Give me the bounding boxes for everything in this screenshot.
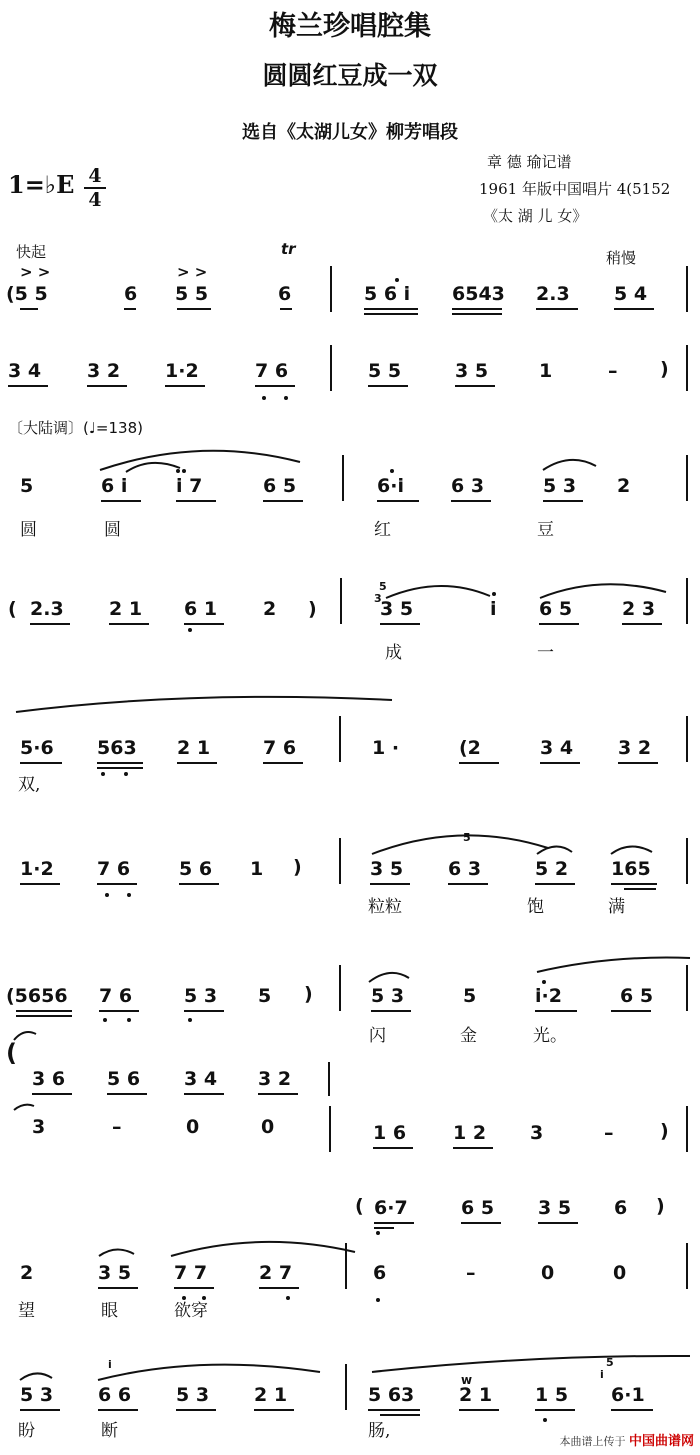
lyric: 成 [385, 643, 402, 663]
note-group: 5·6 [20, 737, 54, 759]
note-group: 1 2 [453, 1122, 487, 1144]
note-group: 6·i [377, 475, 404, 497]
note-group: (2 [459, 737, 481, 759]
note-group: 6 [373, 1262, 387, 1284]
note-group: 6 1 [184, 598, 218, 620]
lyric: 一 [537, 643, 554, 663]
note-group: 3 4 [8, 360, 42, 382]
note-group: i·2 [535, 985, 562, 1007]
note-group: 6 5 [620, 985, 654, 1007]
note-group: 6 3 [451, 475, 485, 497]
note-group: 3 2 [258, 1068, 292, 1090]
note-group: 1·2 [165, 360, 199, 382]
credit-opera: 《太 湖 儿 女》 [483, 207, 588, 225]
note-group: 5 5 [368, 360, 402, 382]
note-group: ) [304, 983, 313, 1005]
note-group: ) [308, 598, 317, 620]
note-group: 6 5 [539, 598, 573, 620]
lyric: 饱 [527, 897, 544, 917]
footer-prefix: 本曲谱上传于 [559, 1435, 626, 1448]
note-group: 0 [613, 1262, 627, 1284]
grace-note: i [108, 1358, 112, 1371]
footer-source [559, 1430, 694, 1449]
note-group: 0 [186, 1116, 200, 1138]
note-group: 2 1 [459, 1384, 493, 1406]
lyric: 盼 [18, 1421, 35, 1441]
note-group: 6 5 [461, 1197, 495, 1219]
note-group: 5 3 [176, 1384, 210, 1406]
note-group: ) [660, 358, 669, 380]
lyric: 眼 [101, 1301, 118, 1321]
credit-transcriber: 章 德 瑜记谱 [487, 153, 572, 171]
note-group: 3 2 [618, 737, 652, 759]
note-group: 3 4 [184, 1068, 218, 1090]
note-group: ( [8, 598, 17, 620]
subtitle: 选自《太湖儿女》柳芳唱段 [242, 122, 458, 143]
lyric: 断 [101, 1421, 118, 1441]
lyric: 金 [460, 1026, 477, 1046]
note-group: 1 5 [535, 1384, 569, 1406]
note-group: 5 6 [107, 1068, 141, 1090]
note-group: 5 63 [368, 1384, 415, 1406]
note-group: 2 [263, 598, 277, 620]
lyric: 望 [18, 1301, 35, 1321]
note-group: 3 5 [98, 1262, 132, 1284]
note-group: 2 1 [254, 1384, 288, 1406]
note-group: 5 [20, 475, 34, 497]
note-group: 6 i [101, 475, 128, 497]
note-group: i 7 [176, 475, 203, 497]
note-group: 3 5 [538, 1197, 572, 1219]
tempo-mark: 〔大陆调〕(♩=138) [8, 419, 143, 437]
note-group: 6 [124, 283, 138, 305]
note-group: 5 4 [614, 283, 648, 305]
note-group: 7 6 [99, 985, 133, 1007]
note-group: 1 [539, 360, 553, 382]
note-group: 6 [614, 1197, 628, 1219]
note-group: 2 3 [622, 598, 656, 620]
lyric: 欲穿 [174, 1301, 208, 1321]
note-group: 3 5 [380, 598, 414, 620]
note-group: 6 5 [263, 475, 297, 497]
note-group: 2.3 [536, 283, 570, 305]
note-group: 2 1 [177, 737, 211, 759]
note-group: 7 6 [97, 858, 131, 880]
note-group: 3 5 [455, 360, 489, 382]
note-group: 2.3 [30, 598, 64, 620]
note-group: 6 [278, 283, 292, 305]
note-group: 1 6 [373, 1122, 407, 1144]
note-group: 3 [32, 1116, 46, 1138]
note-group: 6 3 [448, 858, 482, 880]
footer-site[interactable]: 中国曲谱网 [628, 1434, 694, 1449]
note-group: 2 [617, 475, 631, 497]
note-group: 6·7 [374, 1197, 408, 1219]
grace-note: 5 [606, 1356, 614, 1369]
slow-down-mark: 稍慢 [606, 249, 637, 267]
note-group: 2 1 [109, 598, 143, 620]
note-group: 1 · [372, 737, 400, 759]
note-group: 5 [258, 985, 272, 1007]
grace-note: 3 [374, 592, 382, 605]
note-group: 3 5 [370, 858, 404, 880]
note-group: 6 6 [98, 1384, 132, 1406]
lyric: 双, [18, 775, 41, 795]
grace-note: i [600, 1368, 604, 1381]
note-group: 1 [250, 858, 264, 880]
accent-mark: > > [20, 263, 51, 281]
note-group: 5 6 i [364, 283, 411, 305]
credit-record: 1961 年版中国唱片 4(5152 [479, 180, 671, 198]
note-group: 3 6 [32, 1068, 66, 1090]
note-group: 5 5 [175, 283, 209, 305]
lyric: 红 [374, 520, 391, 540]
lyric: 粒粒 [368, 897, 402, 917]
mordent-mark: w [461, 1373, 473, 1387]
note-group: 3 2 [87, 360, 121, 382]
note-group: 3 4 [540, 737, 574, 759]
note-group: (5656 [6, 985, 68, 1007]
note-group: 5 [463, 985, 477, 1007]
note-group: 2 7 [259, 1262, 293, 1284]
time-numerator: 4 [88, 165, 102, 187]
key-signature: 1=♭E [8, 170, 75, 199]
time-denominator: 4 [88, 189, 102, 211]
lyric: 豆 [537, 520, 554, 540]
lyric: 满 [608, 897, 625, 917]
note-group: – [604, 1122, 614, 1144]
note-group: – [608, 360, 618, 382]
note-group: ( [355, 1195, 364, 1217]
note-group: 6543 [452, 283, 505, 305]
note-group: – [466, 1262, 476, 1284]
grace-note: 5 [463, 831, 471, 844]
note-group: 5 6 [179, 858, 213, 880]
note-group: 165 [611, 858, 651, 880]
note-group: ( [6, 1039, 17, 1067]
lyric: 闪 [369, 1026, 386, 1046]
note-group: i [490, 598, 497, 620]
note-group: 5 2 [535, 858, 569, 880]
note-group: 1·2 [20, 858, 54, 880]
note-group: 7 7 [174, 1262, 208, 1284]
note-group: 5 3 [184, 985, 218, 1007]
note-group: 5 3 [20, 1384, 54, 1406]
note-group: 5 3 [543, 475, 577, 497]
note-group: 2 [20, 1262, 34, 1284]
lyric: 肠, [368, 1421, 391, 1441]
note-group: 5 3 [371, 985, 405, 1007]
note-group: 7 6 [263, 737, 297, 759]
collection-title: 梅兰珍唱腔集 [269, 11, 431, 42]
note-group: 0 [541, 1262, 555, 1284]
lyric: 光。 [533, 1026, 567, 1046]
trill-mark: tr [281, 240, 296, 258]
song-title: 圆圆红豆成一双 [262, 61, 438, 90]
note-group: 563 [97, 737, 137, 759]
note-group: – [112, 1116, 122, 1138]
note-group: (5 5 [6, 283, 48, 305]
note-group: 6·1 [611, 1384, 645, 1406]
tempo-intro-mark: 快起 [16, 243, 47, 261]
note-group: ) [656, 1195, 665, 1217]
accent-mark: > > [177, 263, 208, 281]
note-group: 7 6 [255, 360, 289, 382]
note-group: ) [660, 1120, 669, 1142]
grace-note: 5 [379, 580, 387, 593]
note-group: 3 [530, 1122, 544, 1144]
note-group: ) [293, 856, 302, 878]
lyric: 圆 [104, 520, 121, 540]
lyric: 圆 [20, 520, 37, 540]
note-group: 0 [261, 1116, 275, 1138]
